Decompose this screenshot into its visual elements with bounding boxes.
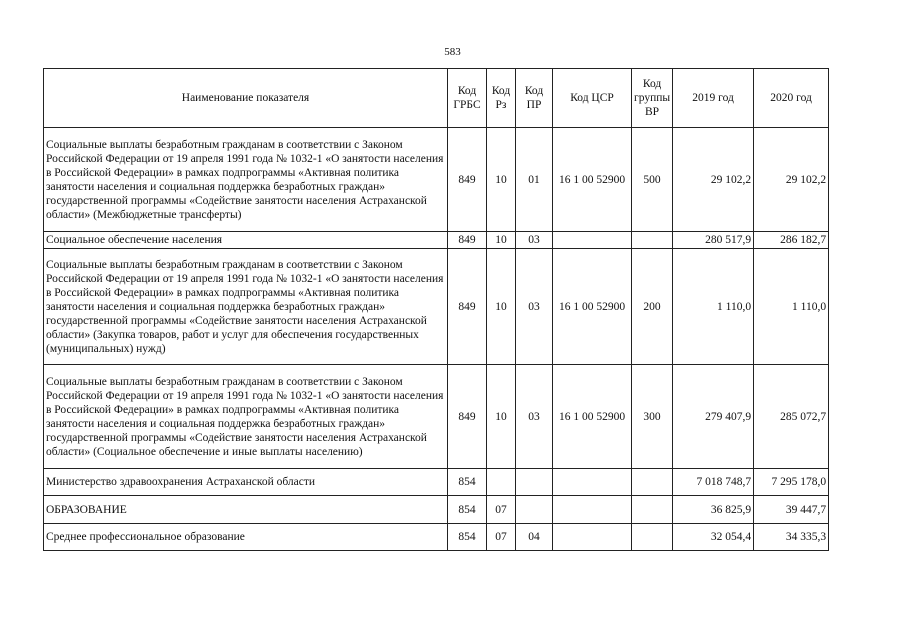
row-grbs: 849 [448, 249, 487, 365]
row-csr [553, 524, 632, 551]
row-pr: 03 [516, 249, 553, 365]
row-rz: 07 [487, 496, 516, 524]
row-vr [632, 524, 673, 551]
row-csr [553, 469, 632, 496]
row-csr [553, 232, 632, 249]
header-vr: Код группы ВР [632, 69, 673, 128]
row-rz: 07 [487, 524, 516, 551]
header-csr: Код ЦСР [553, 69, 632, 128]
row-rz: 10 [487, 365, 516, 469]
row-rz: 10 [487, 232, 516, 249]
row-pr: 01 [516, 128, 553, 232]
row-vr: 500 [632, 128, 673, 232]
row-2020: 7 295 178,0 [754, 469, 829, 496]
row-csr: 16 1 00 52900 [553, 365, 632, 469]
header-grbs: Код ГРБС [448, 69, 487, 128]
row-vr [632, 232, 673, 249]
row-name: Социальные выплаты безработным гражданам в соответствии с Законом Российской Федерации от 19 апреля 1991 года № 1032-1 «О занятости населения в Российской Федерации» в рамках подпрограммы «Активная политика занятости населения и социальная поддержка безработных граждан» государственной программы «Содействие занятости населения Астраханской области» (Закупка товаров, работ и услуг для обеспечения государственных (муниципальных) нужд) [44, 249, 448, 365]
row-grbs: 849 [448, 128, 487, 232]
row-name: ОБРАЗОВАНИЕ [44, 496, 448, 524]
row-pr [516, 496, 553, 524]
row-rz [487, 469, 516, 496]
row-vr: 200 [632, 249, 673, 365]
row-name: Социальные выплаты безработным гражданам в соответствии с Законом Российской Федерации от 19 апреля 1991 года № 1032-1 «О занятости населения в Российской Федерации» в рамках подпрограммы «Активная политика занятости населения и социальная поддержка безработных граждан» государственной программы «Содействие занятости населения Астраханской области» (Межбюджетные трансферты) [44, 128, 448, 232]
header-pr: Код ПР [516, 69, 553, 128]
table-row [44, 496, 829, 524]
table-row [44, 249, 829, 365]
row-grbs: 854 [448, 524, 487, 551]
header-name: Наименование показателя [44, 69, 448, 128]
row-csr [553, 496, 632, 524]
row-vr: 300 [632, 365, 673, 469]
row-2019: 29 102,2 [673, 128, 754, 232]
row-csr: 16 1 00 52900 [553, 249, 632, 365]
table-row [44, 128, 829, 232]
row-2020: 34 335,3 [754, 524, 829, 551]
row-pr [516, 469, 553, 496]
row-pr: 04 [516, 524, 553, 551]
row-2019: 7 018 748,7 [673, 469, 754, 496]
row-pr: 03 [516, 365, 553, 469]
row-csr: 16 1 00 52900 [553, 128, 632, 232]
row-name: Социальные выплаты безработным гражданам в соответствии с Законом Российской Федерации от 19 апреля 1991 года № 1032-1 «О занятости населения в Российской Федерации» в рамках подпрограммы «Активная политика занятости населения и социальная поддержка безработных граждан» государственной программы «Содействие занятости населения Астраханской области» (Социальное обеспечение и иные выплаты населению) [44, 365, 448, 469]
row-vr [632, 496, 673, 524]
row-2019: 36 825,9 [673, 496, 754, 524]
row-2020: 1 110,0 [754, 249, 829, 365]
row-2019: 32 054,4 [673, 524, 754, 551]
table-row [44, 365, 829, 469]
row-rz: 10 [487, 249, 516, 365]
row-2020: 29 102,2 [754, 128, 829, 232]
row-2019: 1 110,0 [673, 249, 754, 365]
row-2020: 285 072,7 [754, 365, 829, 469]
header-2019: 2019 год [673, 69, 754, 128]
row-name: Министерство здравоохранения Астраханской области [44, 469, 448, 496]
row-rz: 10 [487, 128, 516, 232]
row-2020: 286 182,7 [754, 232, 829, 249]
table-row [44, 232, 829, 249]
row-grbs: 849 [448, 232, 487, 249]
row-vr [632, 469, 673, 496]
row-2020: 39 447,7 [754, 496, 829, 524]
table-row [44, 524, 829, 551]
row-name: Социальное обеспечение населения [44, 232, 448, 249]
header-rz: Код Рз [487, 69, 516, 128]
row-grbs: 854 [448, 469, 487, 496]
header-row [44, 69, 829, 128]
row-name: Среднее профессиональное образование [44, 524, 448, 551]
row-2019: 280 517,9 [673, 232, 754, 249]
page-number: 583 [444, 46, 461, 58]
table-row [44, 469, 829, 496]
row-grbs: 854 [448, 496, 487, 524]
budget-table [43, 68, 829, 551]
row-2019: 279 407,9 [673, 365, 754, 469]
header-2020: 2020 год [754, 69, 829, 128]
row-grbs: 849 [448, 365, 487, 469]
row-pr: 03 [516, 232, 553, 249]
